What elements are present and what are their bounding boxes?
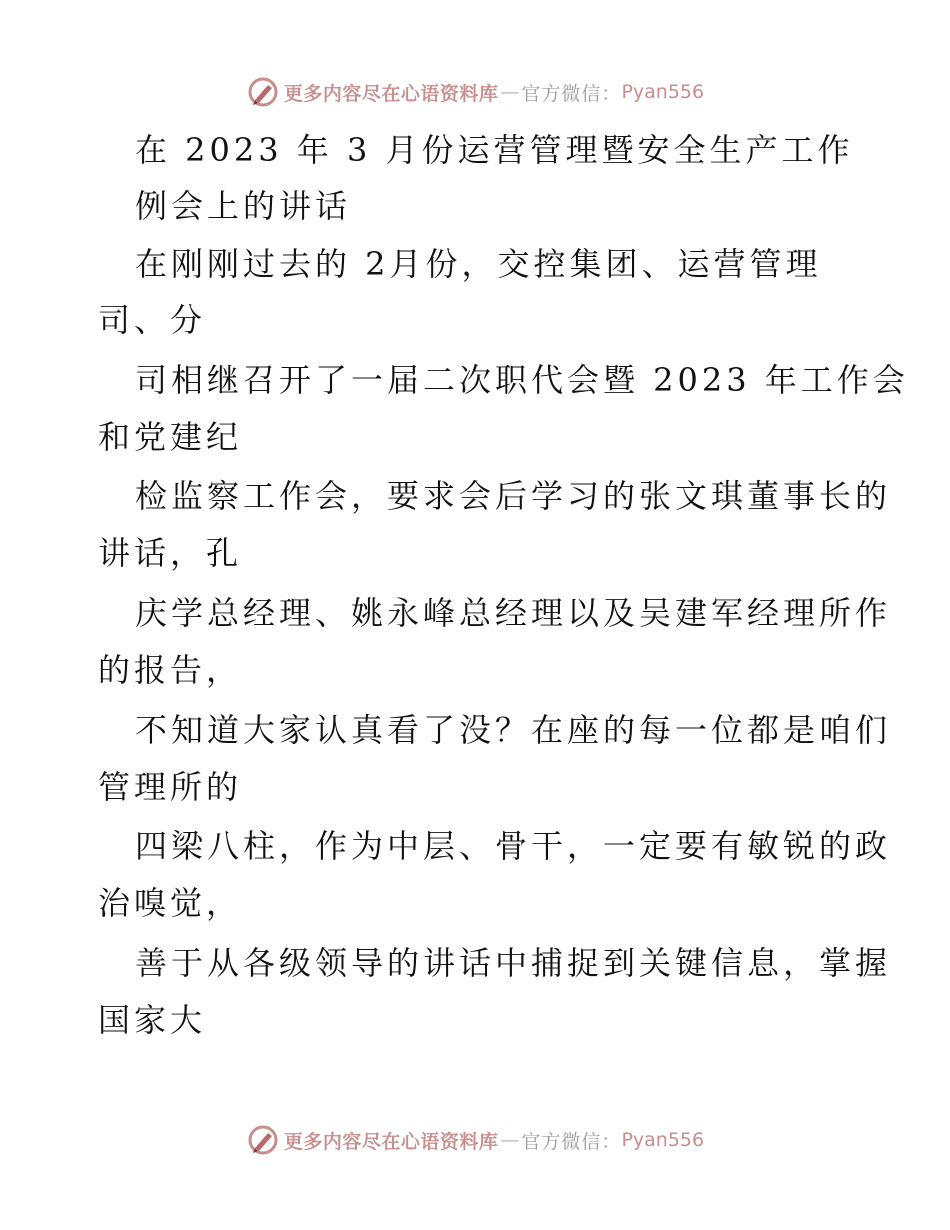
text-line: 治嗅觉， bbox=[98, 884, 243, 922]
text-line: 在 2023 年 3 月份运营管理暨安全生产工作 bbox=[135, 131, 854, 169]
watermark-dash: — bbox=[500, 81, 520, 103]
text-line: 和党建纪 bbox=[98, 418, 243, 456]
text-line: 司、分 bbox=[98, 301, 207, 339]
text-line: 庆学总经理、姚永峰总经理以及吴建军经理所作 bbox=[135, 594, 892, 632]
pen-logo-icon bbox=[246, 75, 280, 109]
watermark-id: Pyan556 bbox=[621, 1129, 705, 1151]
watermark-brand: 更多内容尽在心语资料库 bbox=[283, 82, 499, 105]
text-line: 的报告， bbox=[98, 651, 243, 689]
watermark-dash: — bbox=[500, 1129, 520, 1151]
text-line: 讲话，孔 bbox=[98, 534, 243, 572]
text-line: 国家大 bbox=[98, 1001, 207, 1039]
text-line: 善于从各级领导的讲话中捕捉到关键信息，掌握 bbox=[135, 944, 892, 982]
watermark-id: Pyan556 bbox=[621, 81, 705, 103]
text-line: 检监察工作会，要求会后学习的张文琪董事长的 bbox=[135, 477, 892, 515]
header-watermark bbox=[0, 70, 950, 114]
text-line: 司相继召开了一届二次职代会暨 2023 年工作会 bbox=[135, 361, 909, 399]
pen-logo-icon bbox=[246, 1123, 280, 1157]
text-line: 四梁八柱，作为中层、骨干，一定要有敏锐的政 bbox=[135, 827, 892, 865]
watermark-label: 官方微信： bbox=[521, 82, 622, 105]
watermark-brand: 更多内容尽在心语资料库 bbox=[283, 1130, 499, 1153]
text-line: 管理所的 bbox=[98, 768, 243, 806]
text-line: 例会上的讲话 bbox=[135, 187, 352, 225]
text-line: 不知道大家认真看了没？在座的每一位都是咱们 bbox=[135, 711, 892, 749]
footer-watermark bbox=[0, 1118, 950, 1162]
watermark-label: 官方微信： bbox=[521, 1130, 622, 1153]
text-line: 在刚刚过去的 2月份，交控集团、运营管理 bbox=[135, 245, 822, 283]
